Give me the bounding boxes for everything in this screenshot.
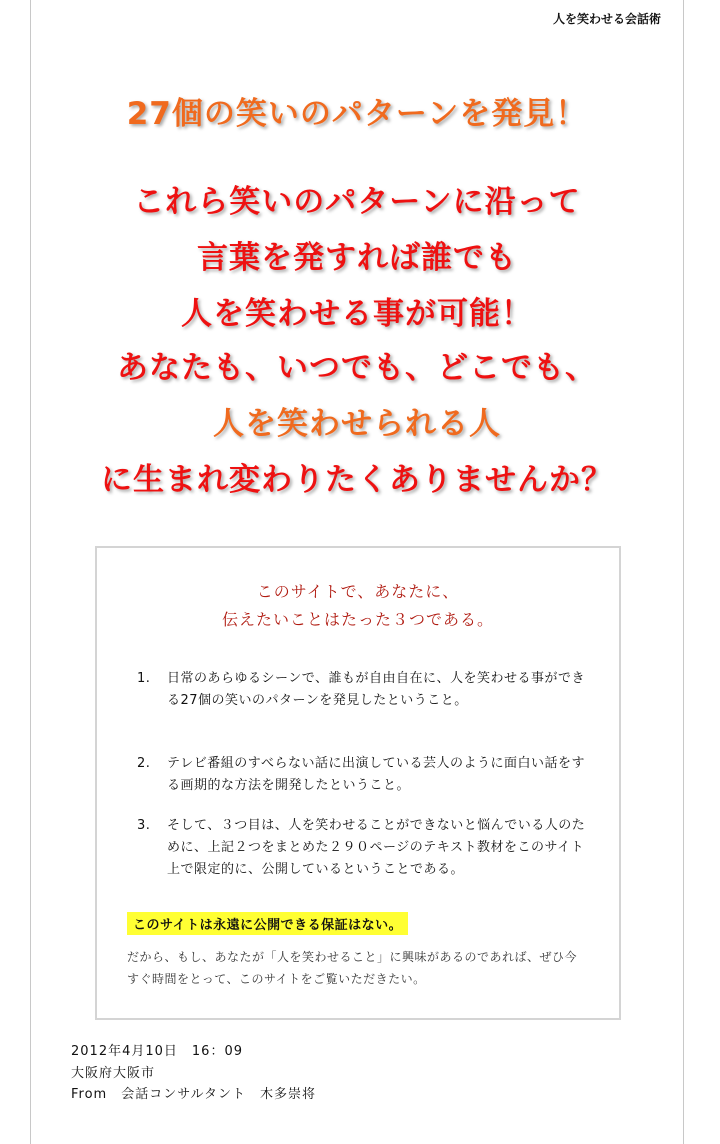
message-box-title bbox=[97, 578, 619, 634]
list-item-text: そして、３つ目は、人を笑わせることができないと悩んでいる人のために、上記２つをまとめた２９０ページのテキスト教材をこのサイト上で限定的に、公開しているということである。 bbox=[167, 818, 586, 877]
message-box-title-line1: このサイトで、あなたに、 bbox=[256, 582, 460, 601]
list-item-text: 日常のあらゆるシーンで、誰もが自由自在に、人を笑わせる事ができる27個の笑いのパターンを発見したということ。 bbox=[167, 671, 585, 708]
headline-promise bbox=[31, 174, 683, 342]
list-item bbox=[137, 815, 587, 903]
signature-datetime: 2012年4月10日 16：09 bbox=[71, 1044, 243, 1059]
list-item-number: 2. bbox=[137, 756, 151, 771]
headline-question bbox=[31, 340, 683, 508]
message-box-title-line2: 伝えたいことはたった３つである。 bbox=[221, 610, 494, 629]
headline-question-line1: あなたも、いつでも、どこでも、 bbox=[117, 350, 597, 386]
headline-promise-line1: これら笑いのパターンに沿って bbox=[133, 184, 581, 220]
headline-question-line3: に生まれ変わりたくありませんか？ bbox=[101, 462, 613, 498]
closing-text: だから、もし、あなたが「人を笑わせること」に興味があるのであれば、ぜひ今すぐ時間をとって、このサイトをご覧いただきたい。 bbox=[127, 950, 578, 986]
list-item-number: 1. bbox=[137, 671, 151, 686]
headline-question-line2: 人を笑わせられる人 bbox=[213, 406, 501, 442]
message-box bbox=[95, 546, 621, 1020]
page bbox=[30, 0, 684, 1144]
list-item bbox=[137, 753, 587, 797]
list-item bbox=[137, 668, 587, 734]
list-item-number: 3. bbox=[137, 818, 151, 833]
signature-location: 大阪府大阪市 bbox=[71, 1066, 156, 1081]
headline-discovery: 27個の笑いのパターンを発見！ bbox=[126, 96, 588, 132]
site-title: 人を笑わせる会話術 bbox=[552, 12, 661, 26]
headline-promise-line3: 人を笑わせる事が可能！ bbox=[181, 296, 533, 332]
highlight-warning: このサイトは永遠に公開できる保証はない。 bbox=[127, 912, 408, 935]
list-item-text: テレビ番組のすべらない話に出演している芸人のように面白い話をする画期的な方法を開発したということ。 bbox=[167, 756, 585, 793]
signature-from: From 会話コンサルタント 木多崇将 bbox=[71, 1087, 317, 1102]
headline-promise-line2: 言葉を発すれば誰でも bbox=[197, 240, 517, 276]
